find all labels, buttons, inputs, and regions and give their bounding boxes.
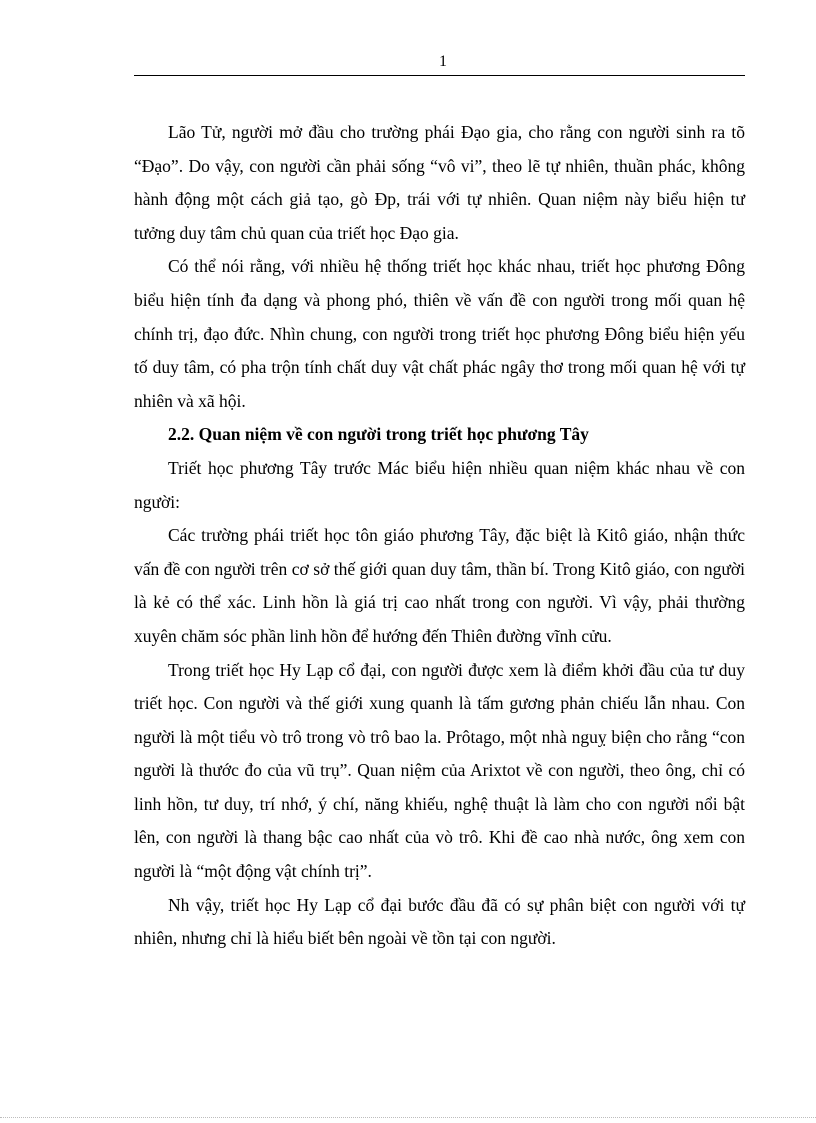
section-heading: 2.2. Quan niệm về con người trong triết học phương Tây [168, 424, 589, 445]
header-rule [134, 75, 745, 76]
paragraph-lao-tu: Lão Tử, người mở đầu cho trường phái Đạo gia, cho rằng con người sinh ra tõ “Đạo”. Do vậy, con người cần phải sống “vô vi”, theo lẽ tự nhiên, thuần phác, không hành động một cách giả tạo, gò Đp, trái với tự nhiên. Quan niệm này biểu hiện tư tưởng duy tâm chủ quan của triết học Đạo gia. [134, 122, 745, 243]
paragraph-christianity: Các trường phái triết học tôn giáo phương Tây, đặc biệt là Kitô giáo, nhận thức vấn đề con người trên cơ sở thế giới quan duy tâm, thần bí. Trong Kitô giáo, con người là kẻ có thể xác. Linh hồn là giá trị cao nhất trong con người. Vì vậy, phải thường xuyên chăm sóc phần linh hồn để hướng đến Thiên đường vĩnh cửu. [134, 525, 745, 646]
paragraph-western-intro: Triết học phương Tây trước Mác biểu hiện nhiều quan niệm khác nhau về con người: [134, 457, 745, 512]
paragraph-greek-conclusion: Nh vậy, triết học Hy Lạp cổ đại bước đầu đã có sự phân biệt con người với tự nhiên, nhưng chỉ là hiểu biết bên ngoài về tồn tại con người. [134, 894, 745, 949]
bottom-dotted-border [0, 1117, 816, 1118]
document-body [134, 116, 745, 956]
paragraph-eastern-summary: Có thể nói rằng, với nhiều hệ thống triết học khác nhau, triết học phương Đông biểu hiện tính đa dạng và phong phó, thiên về vấn đề con người trong mối quan hệ chính trị, đạo đức. Nhìn chung, con người trong triết học phương Đông biểu hiện yếu tố duy tâm, có pha trộn tính chất duy vật chất phác ngây thơ trong mối quan hệ với tự nhiên và xã hội. [134, 256, 745, 411]
page-number: 1 [439, 53, 447, 70]
paragraph-ancient-greece: Trong triết học Hy Lạp cổ đại, con người được xem là điểm khởi đầu của tư duy triết học. Con người và thế giới xung quanh là tấm gương phản chiếu lẫn nhau. Con người là một tiểu vò trô trong vò trô bao la. Prôtago, một nhà nguỵ biện cho rằng “con người là thước đo của vũ trụ”. Quan niệm của Arixtot về con người, theo ông, chỉ có linh hồn, tư duy, trí nhớ, ý chí, năng khiếu, nghệ thuật là làm cho con người nổi bật lên, con người là thang bậc cao nhất của vò trô. Khi đề cao nhà nước, ông xem con người là “một động vật chính trị”. [134, 659, 745, 882]
